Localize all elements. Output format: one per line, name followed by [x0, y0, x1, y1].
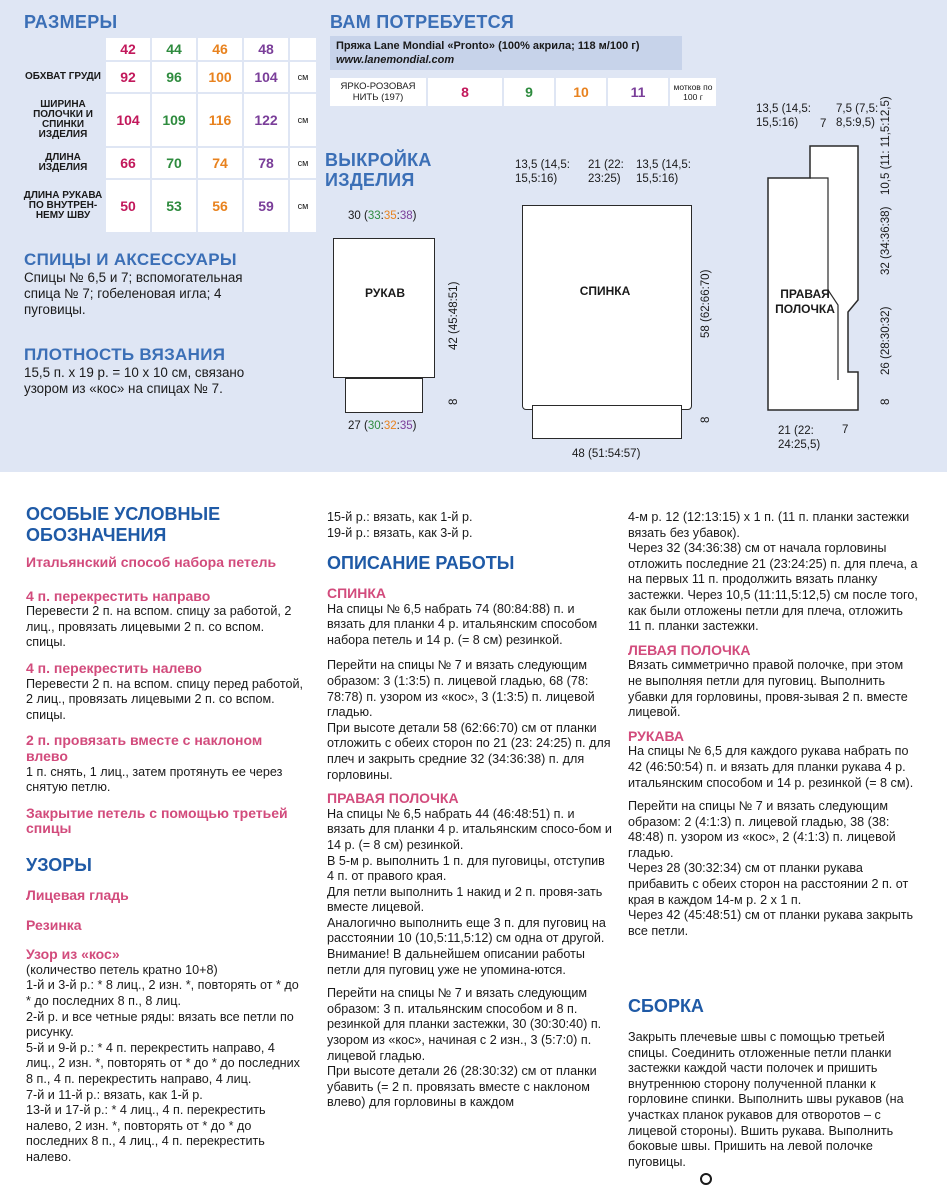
sizes-row-label — [22, 38, 104, 60]
sizes-value: 74 — [198, 148, 242, 178]
sizes-row — [22, 38, 316, 60]
pattern-line: 13-й и 17-й р.: * 4 лиц., 4 п. перекрестить налево, 2 изн. *, повторять от * до * до последних 8 п., 4 лиц., 4 п. перекрестить налево. — [26, 1103, 266, 1164]
legend-text: Перевести 2 п. на вспом. спицу перед работой, 2 лиц., провязать лицевыми 2 п. со вспом. спицы. — [26, 676, 303, 722]
work-col2 — [327, 586, 612, 1111]
sizes-value: 42 — [106, 38, 150, 60]
sleeve-label: РУКАВ — [365, 286, 405, 300]
sizes-unit: см — [290, 62, 316, 92]
front-text: Для петли выполнить 1 накид и 2 п. провя-зать вместе лицевой. — [327, 884, 603, 915]
sizes-row-label: ШИРИНА ПОЛОЧКИ И СПИНКИ ИЗДЕЛИЯ — [33, 99, 93, 140]
sizes-unit — [290, 38, 316, 60]
left-text: Вязать симметрично правой полочке, при этом не выполняя петли для пуговиц. Выполнить убавки для горловины, провя-зывая 2 п. вместе лицевой. — [628, 658, 908, 720]
front-top-left-dim: 13,5 (14,5: 15,5:16) — [756, 103, 811, 129]
sizes-value: 96 — [152, 62, 196, 92]
front-text: На спицы № 6,5 набрать 44 (46:48:51) п. и вязать для планки 4 р. итальянским спосо-бом и 14 р. (= 8 см) резинкой. — [327, 806, 612, 852]
sizes-title: РАЗМЕРЫ — [24, 12, 118, 32]
assembly-text: Закрыть плечевые швы с помощью третьей спицы. Соединить отложенные петли планки застежки каждой части полочек и пришить внутреннюю сторону полученной планки к горловине спинки. Выполнить швы рукавов (на участках планок рукавов для отворотов – с лицевой стороны). Вшить рукава. Выполнить боковые швы. Пришить на левой полочке пуговицы. — [628, 1030, 904, 1169]
back-bottom-dim: 48 (51:54:57) — [572, 448, 641, 460]
sizes-value: 56 — [198, 180, 242, 232]
sleeve-piece — [333, 238, 435, 378]
pattern-line: 19-й р.: вязать, как 3-й р. — [327, 525, 473, 540]
sizes-unit: см — [290, 148, 316, 178]
front-top-mid-dim: 7 — [820, 118, 827, 130]
legend-head: 4 п. перекрестить налево — [26, 659, 202, 676]
front-text: Перейти на спицы № 7 и вязать следующим образом: 3 п. итальянским способом и 8 п. резинкой для планки застежки, 30 (30:30:40) п. узором из «кос», начиная с 2 изн., 3 (5:7:0) п. лицевой гладью. — [327, 986, 602, 1063]
front-height3-dim: 26 (28:30:32) — [880, 306, 892, 375]
legend-head: Итальянский способ набора петель — [26, 554, 277, 570]
sleeve-cuff — [345, 378, 423, 413]
pattern-line: 2-й р. и все четные ряды: вязать все петли по рисунку. — [26, 1009, 294, 1040]
front-text: Внимание! В дальнейшем описании работы петли для пуговиц уже не упомина-ются. — [327, 947, 585, 977]
front-bottom-left-dim: 21 (22: 24:25,5) — [778, 425, 821, 451]
yarn-amount: 9 — [504, 78, 554, 106]
sizes-value: 53 — [152, 180, 196, 232]
sizes-row — [22, 180, 316, 232]
yarn-amount: 10 — [556, 78, 606, 106]
need-title: ВАМ ПОТРЕБУЕТСЯ — [330, 12, 515, 32]
yarn-amount: 8 — [428, 78, 502, 106]
sleeve-height-dim: 42 (45:48:51) — [448, 281, 460, 350]
gauge-text: 15,5 п. х 19 р. = 10 х 10 см, связано узором из «кос» на спицах № 7. — [24, 365, 245, 396]
work-title: ОПИСАНИЕ РАБОТЫ — [327, 553, 515, 573]
back-text: Перейти на спицы № 7 и вязать следующим образом: 3 (1:3:5) п. лицевой гладью, 68 (78: 78:78) п. узором из «кос», 3 (1:3:5) п. лицевой гладью. — [327, 658, 595, 720]
front-text: 4-м р. 12 (12:13:15) х 1 п. (11 п. планки застежки вязать без убавок). — [628, 510, 910, 540]
gauge-title: ПЛОТНОСТЬ ВЯЗАНИЯ — [24, 345, 226, 364]
patterns-title: УЗОРЫ — [26, 855, 92, 875]
front-label: ПРАВАЯ ПОЛОЧКА — [775, 287, 835, 316]
legend-text: 1 п. снять, 1 лиц., затем протянуть ее через снятую петлю. — [26, 764, 283, 795]
back-top-right-dim: 13,5 (14,5: 15,5:16) — [636, 159, 691, 185]
front-text: Через 32 (34:36:38) см от начала горловины отложить последние 21 (23:24:25) п. для плеча, а на первых 11 п. продолжить вязать планку застежки. Через 10,5 (11:11,5:12,5) см после того, как были отложены петли для плеча, отложить 11 п. планки застежки. — [628, 541, 918, 634]
back-cuff-dim: 8 — [700, 416, 712, 423]
back-text: При высоте детали 58 (62:66:70) см от планки отложить с обеих сторон по 21 (23: 24:25) п. для плеч и закрыть средние 32 (34:36:38) п. для горловины. — [327, 720, 611, 782]
sleeve-top-dim: 30 (33:35:38) — [348, 210, 417, 222]
end-mark-icon — [700, 1173, 712, 1185]
legend-title: ОСОБЫЕ УСЛОВНЫЕ ОБОЗНАЧЕНИЯ — [26, 504, 221, 545]
sizes-row — [22, 94, 316, 146]
back-top-left-dim: 13,5 (14,5: 15,5:16) — [515, 159, 570, 185]
pattern-name: Лицевая гладь — [26, 887, 129, 903]
pattern-rows-cont — [327, 510, 612, 541]
sizes-value: 109 — [152, 94, 196, 146]
sleeve-heading: РУКАВА — [628, 727, 685, 744]
back-cuff — [532, 405, 682, 439]
pattern-line: 7-й и 11-й р.: вязать, как 1-й р. — [26, 1087, 203, 1102]
legend-head: 2 п. провязать вместе с наклоном влево — [26, 732, 263, 764]
pattern-line: 5-й и 9-й р.: * 4 п. перекрестить направо, 4 лиц., 2 изн. *, повторять от * до * до последних 8 п., 4 п. перекрестить направо, 4 лиц. — [26, 1040, 300, 1086]
sizes-value: 66 — [106, 148, 150, 178]
yarn-amounts — [330, 78, 716, 106]
yarn-color-label: ЯРКО-РОЗОВАЯ НИТЬ (197) — [330, 78, 426, 106]
sizes-value: 116 — [198, 94, 242, 146]
sizes-row — [22, 148, 316, 178]
back-text: На спицы № 6,5 набрать 74 (80:84:88) п. и вязать для планки 4 р. итальянским способом набора петель и 14 р. (= 8 см) резинкой. — [327, 601, 598, 647]
yarn-amount: 11 — [608, 78, 668, 106]
legend-text: Перевести 2 п. на вспом. спицу за работой, 2 лиц., провязать лицевыми 2 п. со вспом. спицы. — [26, 604, 292, 650]
sleeve-text: На спицы № 6,5 для каждого рукава набрать по 42 (46:50:54) п. и вязать для планки рукава 4 р. итальянским способом и 14 р. резинкой (= 8 см). — [628, 744, 914, 790]
sizes-row-label: ДЛИНА ИЗДЕЛИЯ — [38, 152, 88, 173]
tools-text: Спицы № 6,5 и 7; вспомогательная спица № 7; гобеленовая игла; 4 пуговицы. — [24, 270, 243, 317]
back-heading: СПИНКА — [327, 585, 387, 601]
assembly-title: СБОРКА — [628, 996, 704, 1016]
front-height2-dim: 32 (34:36:38) — [880, 206, 892, 275]
front-piece — [760, 140, 880, 420]
pattern-line: 15-й р.: вязать, как 1-й р. — [327, 510, 473, 524]
sizes-value: 100 — [198, 62, 242, 92]
front-cuff-dim: 8 — [880, 398, 892, 405]
front-text: При высоте детали 26 (28:30:32) см от планки убавить (= 2 п. провязать вместе с наклоном влево) для горловины в каждом — [327, 1064, 597, 1110]
tools-title: СПИЦЫ И АКСЕССУАРЫ — [24, 250, 237, 269]
sizes-value: 50 — [106, 180, 150, 232]
back-piece — [522, 205, 692, 410]
sizes-value: 46 — [198, 38, 242, 60]
back-height-dim: 58 (62:66:70) — [700, 269, 712, 338]
back-top-mid-dim: 21 (22: 23:25) — [588, 159, 624, 185]
sizes-unit: см — [290, 94, 316, 146]
sizes-value: 104 — [244, 62, 288, 92]
back-label: СПИНКА — [579, 284, 631, 298]
pattern-line: (количество петель кратно 10+8) — [26, 962, 218, 977]
front-top-right-dim: 7,5 (7,5: 8,5:9,5) — [836, 103, 879, 129]
left-heading: ЛЕВАЯ ПОЛОЧКА — [628, 641, 751, 658]
sizes-value: 92 — [106, 62, 150, 92]
front-text: Аналогично выполнить еще 3 п. для пуговиц на расстоянии 10 (10,5:11,5:12) см одна от другой. — [327, 915, 606, 946]
legend-list — [26, 555, 306, 837]
pattern-title: ВЫКРОЙКА ИЗДЕЛИЯ — [325, 150, 432, 190]
patterns-list — [26, 888, 306, 1166]
pattern-name: Узор из «кос» — [26, 946, 120, 963]
sizes-unit: см — [290, 180, 316, 232]
sleeve-cuff-dim: 8 — [448, 398, 460, 405]
sizes-row — [22, 62, 316, 92]
sleeve-text: Через 42 (45:48:51) см от планки рукава закрыть все петли. — [628, 908, 914, 938]
front-height1-dim: 10,5 (11: 11,5:12,5) — [880, 96, 892, 195]
pattern-name: Резинка — [26, 916, 82, 933]
sizes-value: 59 — [244, 180, 288, 232]
work-col3 — [628, 510, 918, 939]
sizes-row-label: ДЛИНА РУКАВА ПО ВНУТРЕН-НЕМУ ШВУ — [23, 190, 103, 221]
sizes-value: 122 — [244, 94, 288, 146]
sleeve-bottom-dim: 27 (30:32:35) — [348, 420, 417, 432]
sizes-value: 70 — [152, 148, 196, 178]
sizes-value: 78 — [244, 148, 288, 178]
legend-head: 4 п. перекрестить направо — [26, 587, 211, 604]
sizes-value: 104 — [106, 94, 150, 146]
yarn-unit: мотков по 100 г — [670, 78, 716, 106]
yarn-box — [330, 36, 682, 70]
front-bottom-right-dim: 7 — [842, 424, 849, 436]
front-heading: ПРАВАЯ ПОЛОЧКА — [327, 790, 459, 807]
legend-head: Закрытие петель с помощью третьей спицы — [26, 804, 288, 837]
sizes-value: 48 — [244, 38, 288, 60]
sleeve-text: Перейти на спицы № 7 и вязать следующим образом: 2 (4:1:3) п. лицевой гладью, 38 (38: 48:48) п. узором из «кос», 2 (4:1:3) п. лицевой гладью. — [628, 799, 896, 860]
yarn-name: Пряжа Lane Mondial «Pronto» (100% акрила; 118 м/100 г) — [336, 40, 640, 52]
sizes-row-label: ОБХВАТ ГРУДИ — [25, 71, 101, 82]
sleeve-text: Через 28 (30:32:34) см от планки рукава прибавить с обеих сторон на расстоянии 2 п. от края в каждом 14-м р. 2 х 1 п. — [628, 861, 909, 907]
front-text: В 5-м р. выполнить 1 п. для пуговицы, отступив 4 п. от правого края. — [327, 853, 605, 884]
pattern-line: 1-й и 3-й р.: * 8 лиц., 2 изн. *, повторять от * до * до последних 8 п., 8 лиц. — [26, 978, 299, 1008]
sizes-table — [20, 36, 318, 234]
yarn-url: www.lanemondial.com — [336, 54, 455, 66]
sizes-value: 44 — [152, 38, 196, 60]
